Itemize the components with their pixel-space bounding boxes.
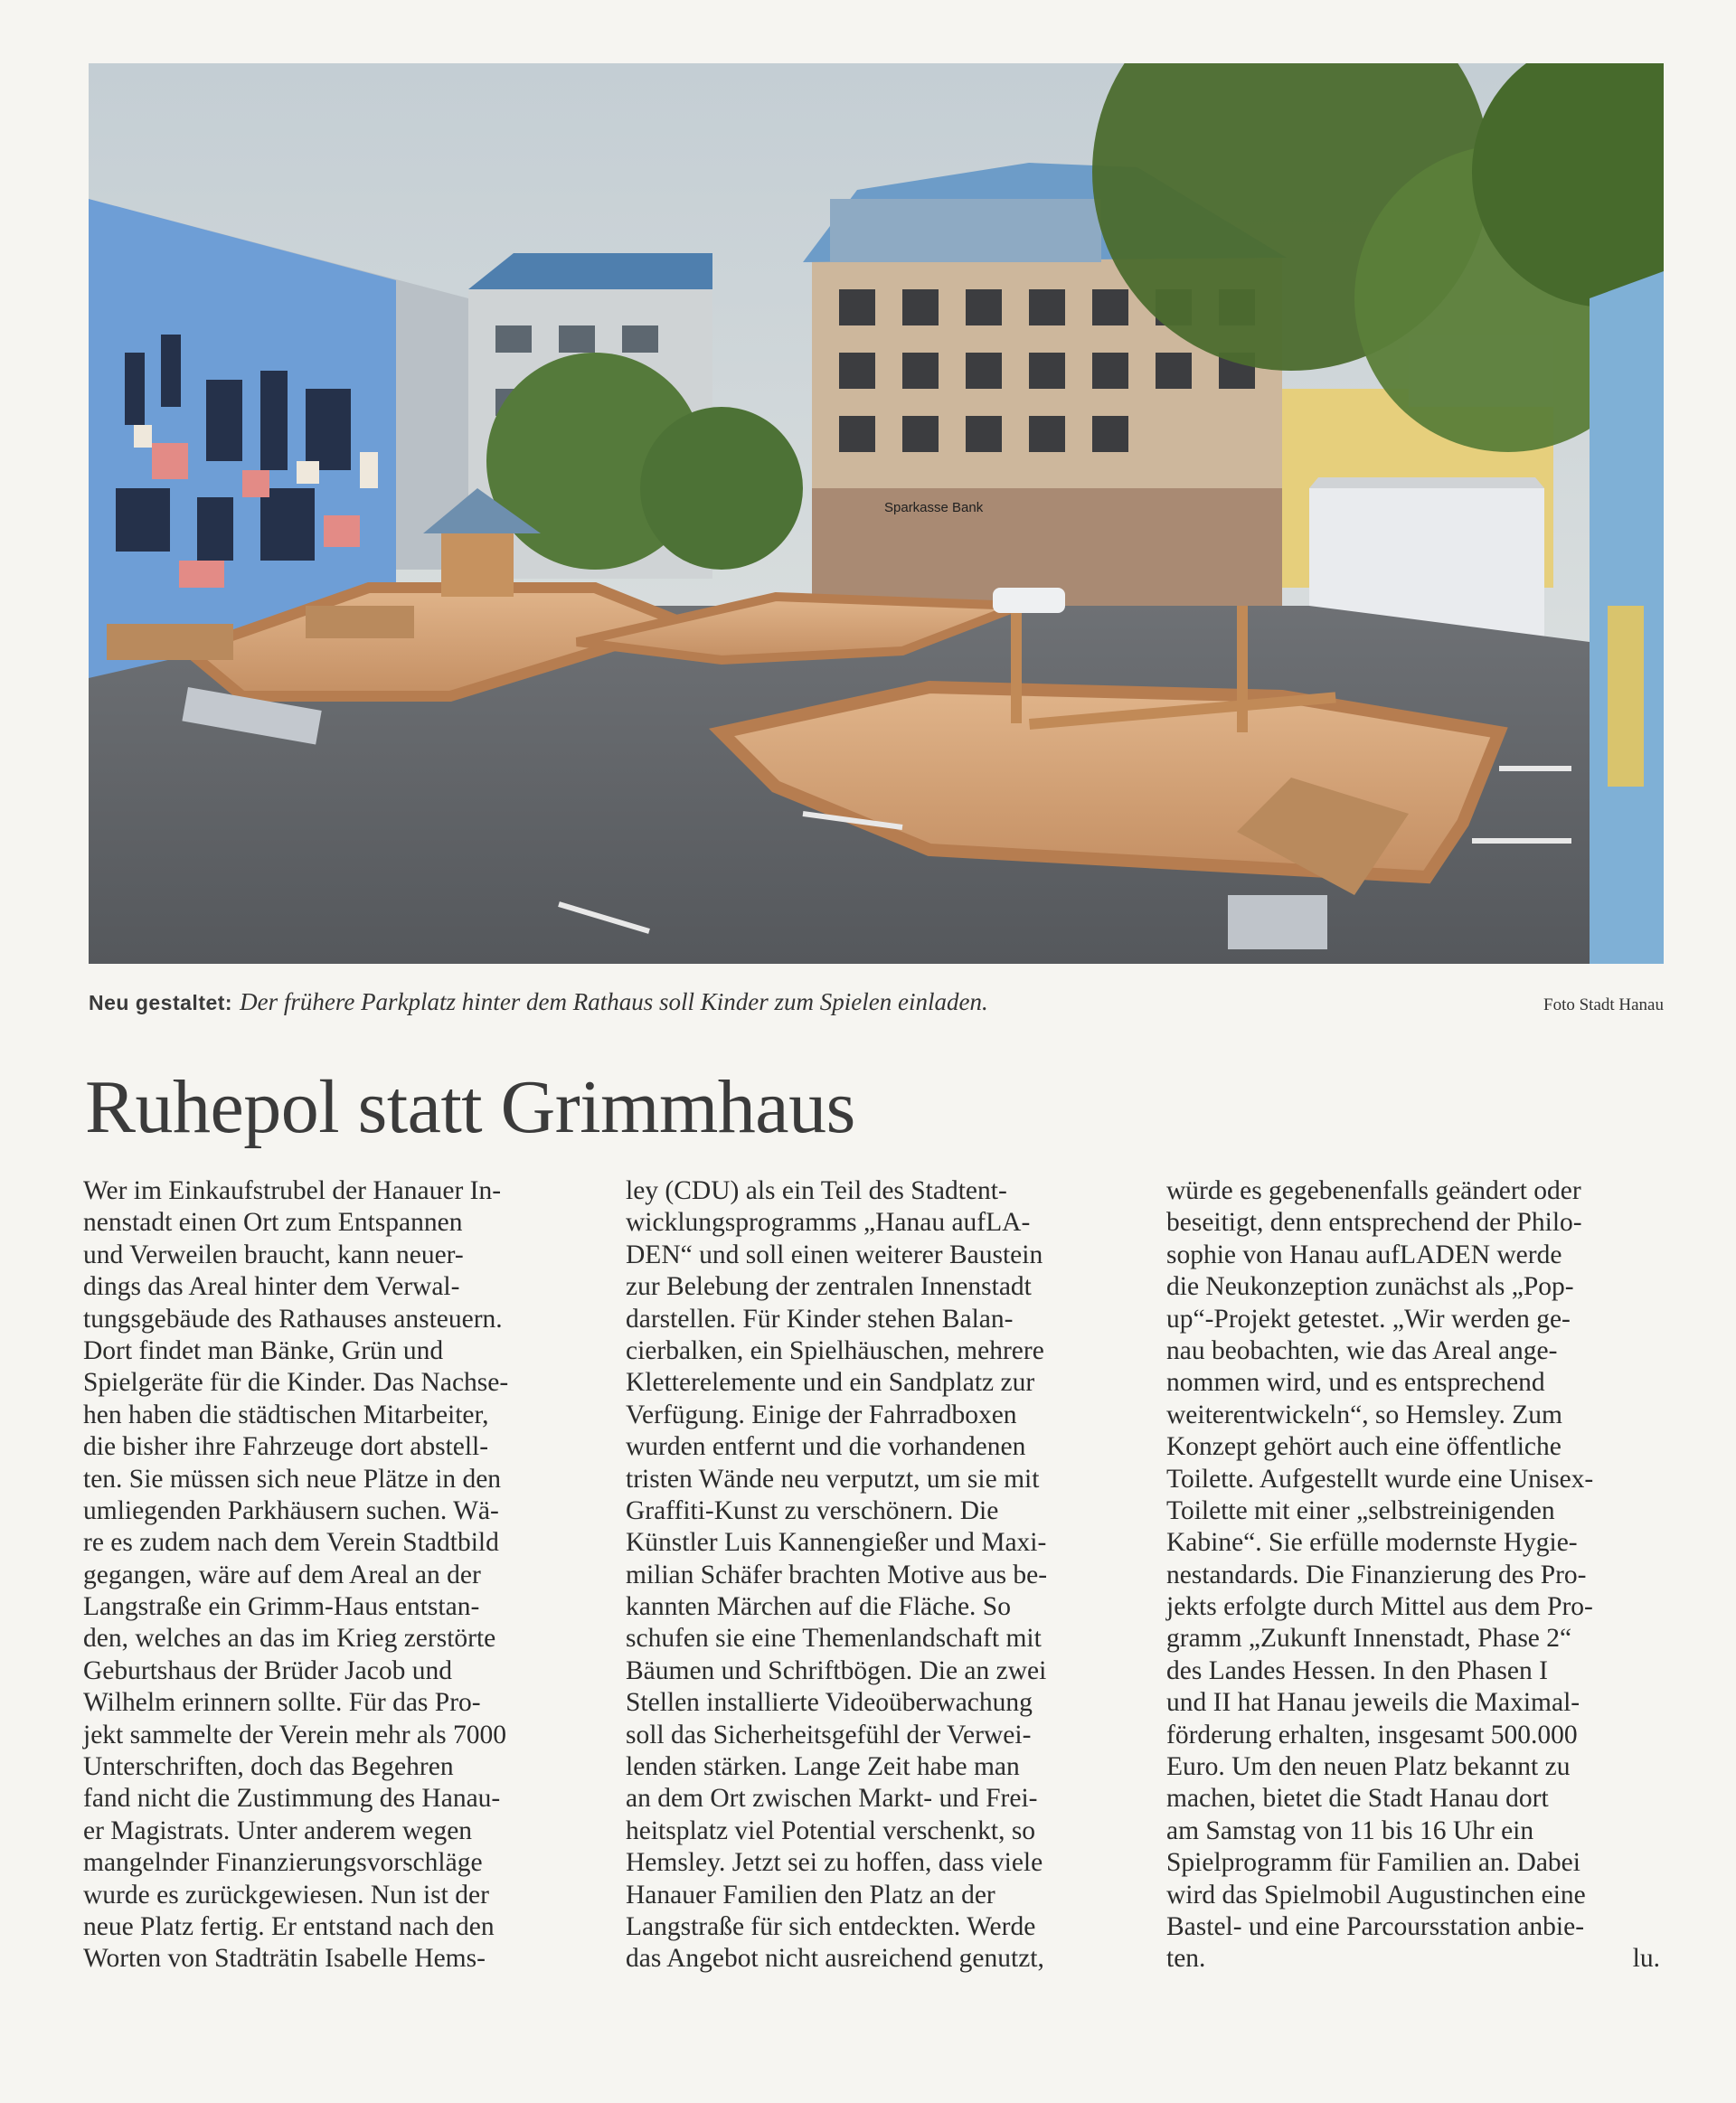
text-line: heitsplatz viel Potential verschenkt, so — [626, 1815, 1036, 1845]
text-line: lenden stärken. Lange Zeit habe man — [626, 1752, 1020, 1782]
text-line: die Neukonzeption zunächst als „Pop- — [1166, 1272, 1574, 1302]
text-line: Langstraße für sich entdeckten. Werde — [626, 1911, 1036, 1941]
text-line: neue Platz fertig. Er entstand nach den — [83, 1911, 495, 1941]
text-line: wicklungsprogramms „Hanau aufLA- — [626, 1208, 1031, 1238]
text-line: Verfügung. Einige der Fahrradboxen — [626, 1400, 1017, 1429]
text-line: mangelnder Finanzierungsvorschläge — [83, 1848, 483, 1878]
last-line: ten. — [1166, 1944, 1206, 1974]
text-line: den, welches an das im Krieg zerstörte — [83, 1624, 496, 1654]
text-line: cierbalken, ein Spielhäuschen, mehrere — [626, 1335, 1044, 1365]
text-line: Künstler Luis Kannengießer und Maxi- — [626, 1528, 1047, 1558]
text-line: dings das Areal hinter dem Verwal- — [83, 1272, 460, 1302]
text-line: beseitigt, denn entsprechend der Philo- — [1166, 1208, 1582, 1238]
text-line: Toilette. Aufgestellt wurde eine Unisex- — [1166, 1464, 1594, 1494]
text-line: Bastel- und eine Parcoursstation anbie- — [1166, 1911, 1585, 1941]
caption-lead: Neu gestaltet: — [89, 991, 233, 1014]
text-line: Dort findet man Bänke, Grün und — [83, 1335, 444, 1365]
text-line: Spielgeräte für die Kinder. Das Nachse- — [83, 1368, 509, 1398]
text-line: Worten von Stadträtin Isabelle Hems- — [83, 1944, 486, 1974]
text-line: und II hat Hanau jeweils die Maximal- — [1166, 1688, 1580, 1718]
text-line: weiterentwickeln“, so Hemsley. Zum — [1166, 1400, 1562, 1429]
text-line: jekts erfolgte durch Mittel aus dem Pro- — [1166, 1592, 1593, 1622]
text-line: re es zudem nach dem Verein Stadtbild — [83, 1528, 499, 1558]
text-line: milian Schäfer brachten Motive aus be- — [626, 1560, 1048, 1589]
text-line: fand nicht die Zustimmung des Hanau- — [83, 1784, 501, 1814]
text-line: Graffiti-Kunst zu verschönern. Die — [626, 1495, 999, 1525]
text-line: nenstadt einen Ort zum Entspannen — [83, 1208, 463, 1238]
text-line: Wilhelm erinnern sollte. Für das Pro- — [83, 1688, 481, 1718]
text-line: wurden entfernt und die vorhandenen — [626, 1432, 1026, 1462]
article-photo — [89, 63, 1664, 964]
text-line: würde es gegebenenfalls geändert oder — [1166, 1176, 1581, 1205]
text-line: Hemsley. Jetzt sei zu hoffen, dass viele — [626, 1848, 1043, 1878]
text-line: und Verweilen braucht, kann neuer- — [83, 1240, 464, 1269]
text-line: wurde es zurückgewiesen. Nun ist der — [83, 1880, 489, 1910]
text-line: schufen sie eine Themenlandschaft mit — [626, 1624, 1042, 1654]
text-line: das Angebot nicht ausreichend genutzt, — [626, 1944, 1044, 1974]
photo-caption — [89, 984, 1664, 1020]
text-line: Wer im Einkaufstrubel der Hanauer In- — [83, 1176, 502, 1205]
text-line: Euro. Um den neuen Platz bekannt zu — [1166, 1752, 1571, 1782]
last-line-row — [1166, 1943, 1673, 1975]
text-line: Toilette mit einer „selbstreinigenden — [1166, 1495, 1555, 1525]
text-line: Spielprogramm für Familien an. Dabei — [1166, 1848, 1580, 1878]
text-line: hen haben die städtischen Mitarbeiter, — [83, 1400, 489, 1429]
text-line: Stellen installierte Videoüberwachung — [626, 1688, 1033, 1718]
text-line: gramm „Zukunft Innenstadt, Phase 2“ — [1166, 1624, 1572, 1654]
text-line: Kletterelemente und ein Sandplatz zur — [626, 1368, 1035, 1398]
text-line: jekt sammelte der Verein mehr als 7000 — [83, 1720, 507, 1749]
text-line: up“-Projekt getestet. „Wir werden ge- — [1166, 1304, 1571, 1334]
text-line: er Magistrats. Unter anderem wegen — [83, 1815, 473, 1845]
text-line: wird das Spielmobil Augustinchen eine — [1166, 1880, 1586, 1910]
text-line: DEN“ und soll einen weiterer Baustein — [626, 1240, 1043, 1269]
article-column-1 — [83, 1175, 590, 1976]
text-line: zur Belebung der zentralen Innenstadt — [626, 1272, 1032, 1302]
text-line: des Landes Hessen. In den Phasen I — [1166, 1655, 1548, 1685]
text-line: tungsgebäude des Rathauses ansteuern. — [83, 1304, 503, 1334]
text-line: gegangen, wäre auf dem Areal an der — [83, 1560, 481, 1589]
text-line: am Samstag von 11 bis 16 Uhr ein — [1166, 1815, 1534, 1845]
text-line: soll das Sicherheitsgefühl der Verwei- — [626, 1720, 1032, 1749]
text-line: nommen wird, und es entsprechend — [1166, 1368, 1545, 1398]
bank-sign: Sparkasse Bank — [884, 500, 984, 515]
article-column-3 — [1166, 1175, 1673, 1976]
text-line: nestandards. Die Finanzierung des Pro- — [1166, 1560, 1587, 1589]
text-line: tristen Wände neu verputzt, um sie mit — [626, 1464, 1040, 1494]
text-line: nau beobachten, wie das Areal ange- — [1166, 1335, 1558, 1365]
text-line: umliegenden Parkhäusern suchen. Wä- — [83, 1495, 499, 1525]
text-line: die bisher ihre Fahrzeuge dort abstell- — [83, 1432, 489, 1462]
text-line: machen, bietet die Stadt Hanau dort — [1166, 1784, 1549, 1814]
text-line: sophie von Hanau aufLADEN werde — [1166, 1240, 1562, 1269]
caption-text: Der frühere Parkplatz hinter dem Rathaus soll Kinder zum Spielen einladen. — [240, 988, 988, 1015]
text-line: Langstraße ein Grimm-Haus entstan- — [83, 1592, 480, 1622]
photo-illustration — [89, 63, 1664, 964]
text-line: Unterschriften, doch das Begehren — [83, 1752, 454, 1782]
text-line: förderung erhalten, insgesamt 500.000 — [1166, 1720, 1578, 1749]
text-line: kannten Märchen auf die Fläche. So — [626, 1592, 1011, 1622]
text-line: Geburtshaus der Brüder Jacob und — [83, 1655, 452, 1685]
text-line: ley (CDU) als ein Teil des Stadtent- — [626, 1176, 1007, 1205]
text-line: Hanauer Familien den Platz an der — [626, 1880, 995, 1910]
text-line: ten. Sie müssen sich neue Plätze in den — [83, 1464, 502, 1494]
text-line: Bäumen und Schriftbögen. Die an zwei — [626, 1655, 1047, 1685]
text-line: darstellen. Für Kinder stehen Balan- — [626, 1304, 1014, 1334]
text-line: an dem Ort zwischen Markt- und Frei- — [626, 1784, 1038, 1814]
text-line: Konzept gehört auch eine öffentliche — [1166, 1432, 1561, 1462]
author-initials: lu. — [1632, 1944, 1660, 1974]
article-column-2 — [626, 1175, 1132, 1976]
text-line: Kabine“. Sie erfülle modernste Hygie- — [1166, 1528, 1578, 1558]
photo-credit: Foto Stadt Hanau — [1543, 995, 1664, 1014]
article-headline: Ruhepol statt Grimmhaus — [85, 1065, 855, 1149]
